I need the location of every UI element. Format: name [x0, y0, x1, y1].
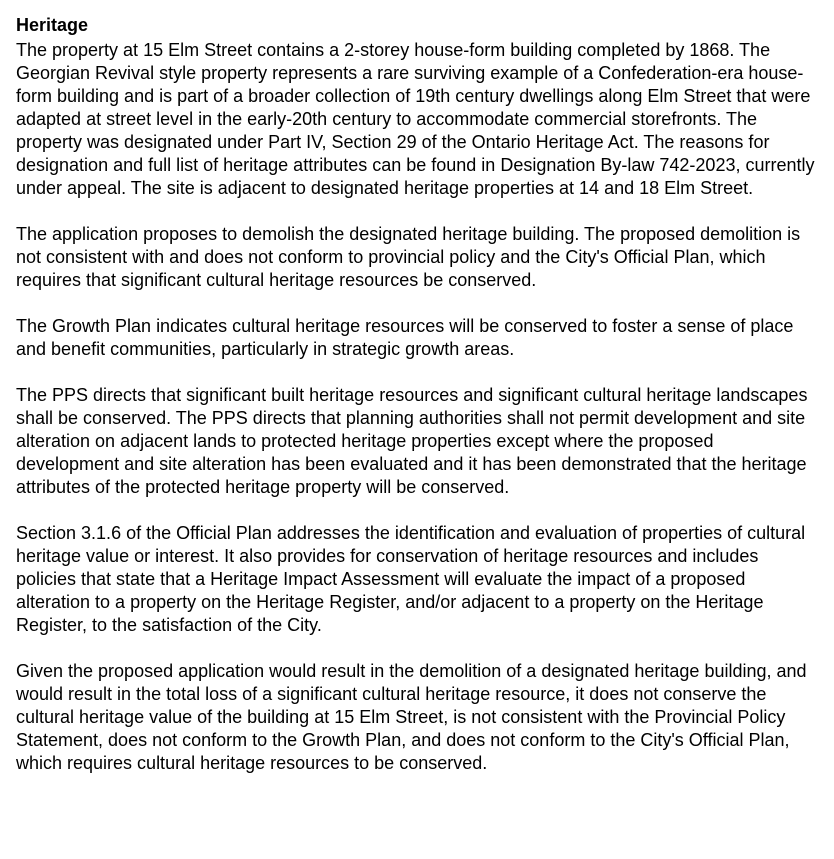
paragraph-demolition-proposal: The application proposes to demolish the designated heritage building. The proposed demolition is not consistent with and does not conform to provincial policy and the City's Official Plan, which requires that significant cultural heritage resources be conserved.	[16, 224, 801, 290]
paragraph-property-description: The property at 15 Elm Street contains a 2-storey house-form building completed by 1868. The Georgian Revival style property represents a rare surviving example of a Confederation-era house-form building and is part of a broader collection of 19th century dwellings along Elm Street that were adapted at street level in the early-20th century to accommodate commercial storefronts. The property was designated under Part IV, Section 29 of the Ontario Heritage Act. The reasons for designation and full list of heritage attributes can be found in Designation By-law 742-2023, currently under appeal. The site is adjacent to designated heritage properties at 14 and 18 Elm Street.	[16, 40, 815, 198]
paragraph-growth-plan: The Growth Plan indicates cultural heritage resources will be conserved to foster a sense of place and benefit communities, particularly in strategic growth areas.	[16, 316, 794, 359]
paragraph-official-plan: Section 3.1.6 of the Official Plan addresses the identification and evaluation of properties of cultural heritage value or interest. It also provides for conservation of heritage resources and includes policies that state that a Heritage Impact Assessment will evaluate the impact of a proposed alteration to a property on the Heritage Register, and/or adjacent to a property on the Heritage Register, to the satisfaction of the City.	[16, 523, 806, 635]
section-heading: Heritage	[16, 15, 89, 35]
paragraph-conclusion: Given the proposed application would result in the demolition of a designated heritage building, and would result in the total loss of a significant cultural heritage resource, it does not conserve the cultural heritage value of the building at 15 Elm Street, is not consistent with the Provincial Policy Statement, does not conform to the Growth Plan, and does not conform to the City's Official Plan, which requires cultural heritage resources to be conserved.	[16, 661, 807, 773]
paragraph-pps: The PPS directs that significant built heritage resources and significant cultural heritage landscapes shall be conserved. The PPS directs that planning authorities shall not permit development and site alteration on adjacent lands to protected heritage properties except where the proposed development and site alteration has been evaluated and it has been demonstrated that the heritage attributes of the protected heritage property will be conserved.	[16, 385, 808, 497]
